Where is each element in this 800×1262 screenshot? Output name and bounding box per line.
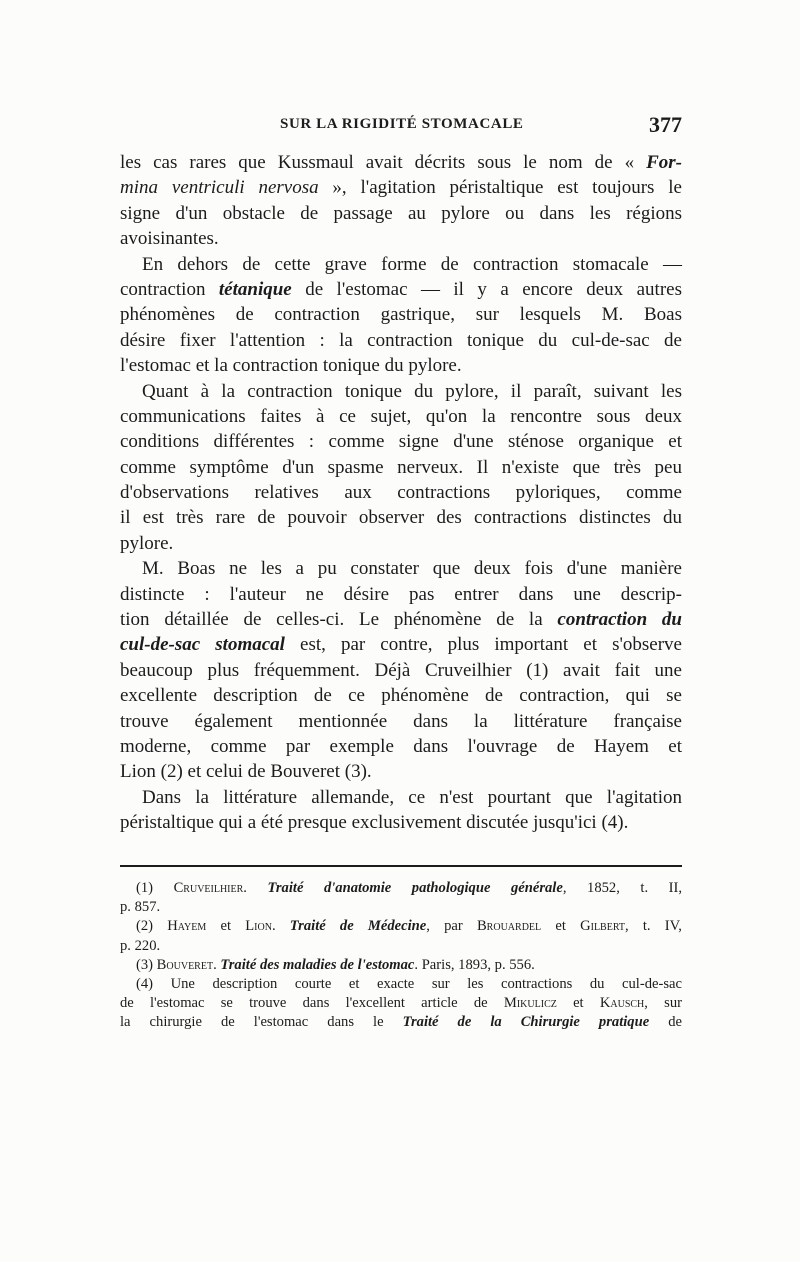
text-line: d'observations relatives aux contractions pyloriques, comme: [120, 482, 682, 504]
footnote-1-cont: p. 857.: [120, 899, 161, 916]
emphasis: cul-de-sac stomacal: [120, 634, 285, 656]
running-title: SUR LA RIGIDITÉ STOMACALE: [280, 116, 524, 132]
text-line: moderne, comme par exemple dans l'ouvrage de Hayem et: [120, 735, 682, 757]
emphasis: mina ventriculi nervosa: [120, 177, 319, 199]
text-line: Quant à la contraction tonique du pylore, il paraît, suivant les: [142, 380, 682, 402]
footnote-4-cont: la chirurgie de l'estomac dans le Traité de la Chirurgie pratique de: [120, 1014, 682, 1031]
footnote-4: (4) Une description courte et exacte sur les contractions du cul-de-sac: [136, 975, 682, 992]
text-line: Dans la littérature allemande, ce n'est pourtant que l'agitation: [142, 786, 682, 808]
text-line: cul-de-sac stomacal est, par contre, plus important et s'observe: [120, 634, 682, 656]
text-line: contraction tétanique de l'estomac — il y a encore deux autres: [120, 278, 682, 300]
running-head: [120, 112, 682, 142]
body-text: [120, 150, 682, 836]
footnote-separator: [120, 865, 682, 867]
page-number: 377: [649, 112, 682, 137]
emphasis: contraction du: [557, 609, 682, 631]
text-line: Lion (2) et celui de Bouveret (3).: [120, 761, 372, 783]
text-line: comme symptôme d'un spasme nerveux. Il n'existe que très peu: [120, 456, 682, 478]
text-line: les cas rares que Kussmaul avait décrits sous le nom de « For-: [120, 152, 682, 173]
footnote-3: (3) Bouveret. Traité des maladies de l'estomac. Paris, 1893, p. 556.: [136, 956, 535, 973]
text-line: pylore.: [120, 532, 174, 554]
text-line: péristaltique qui a été presque exclusivement discutée jusqu'ici (4).: [120, 812, 629, 834]
text-line: beaucoup plus fréquemment. Déjà Cruveilhier (1) avait fait une: [120, 659, 682, 681]
text-line: mina ventriculi nervosa », l'agitation péristaltique est toujours le: [120, 177, 682, 199]
footnotes: [120, 879, 682, 1033]
emphasis: tétanique: [218, 278, 292, 300]
text-line: M. Boas ne les a pu constater que deux fois d'une manière: [142, 558, 682, 580]
text-line: excellente description de ce phénomène de contraction, qui se: [120, 685, 682, 707]
text-line: conditions différentes : comme signe d'une sténose organique et: [120, 431, 682, 453]
text-line: avoisinantes.: [120, 228, 219, 250]
emphasis: For-: [646, 152, 682, 173]
text-line: phénomènes de contraction gastrique, sur lesquels M. Boas: [120, 304, 682, 326]
text-line: signe d'un obstacle de passage au pylore ou dans les régions: [120, 202, 682, 224]
text-line: En dehors de cette grave forme de contraction stomacale —: [142, 253, 682, 275]
text-line: tion détaillée de celles-ci. Le phénomène de la contraction du: [120, 609, 682, 631]
text-line: désire fixer l'attention : la contraction tonique du cul-de-sac de: [120, 329, 682, 351]
text-line: distincte : l'auteur ne désire pas entrer dans une descrip-: [120, 583, 682, 605]
text-line: il est très rare de pouvoir observer des contractions distinctes du: [120, 507, 682, 529]
footnote-1: (1) Cruveilhier. Traité d'anatomie pathologique générale, 1852, t. II,: [136, 880, 682, 896]
text-line: communications faites à ce sujet, qu'on la rencontre sous deux: [120, 405, 682, 427]
footnote-4-cont: de l'estomac se trouve dans l'excellent article de Mikulicz et Kausch, sur: [120, 995, 682, 1012]
footnote-2: (2) Hayem et Lion. Traité de Médecine, par Brouardel et Gilbert, t. IV,: [136, 918, 682, 935]
footnote-2-cont: p. 220.: [120, 937, 161, 954]
text-line: l'estomac et la contraction tonique du pylore.: [120, 355, 462, 377]
text-line: trouve également mentionnée dans la littérature française: [120, 710, 682, 732]
